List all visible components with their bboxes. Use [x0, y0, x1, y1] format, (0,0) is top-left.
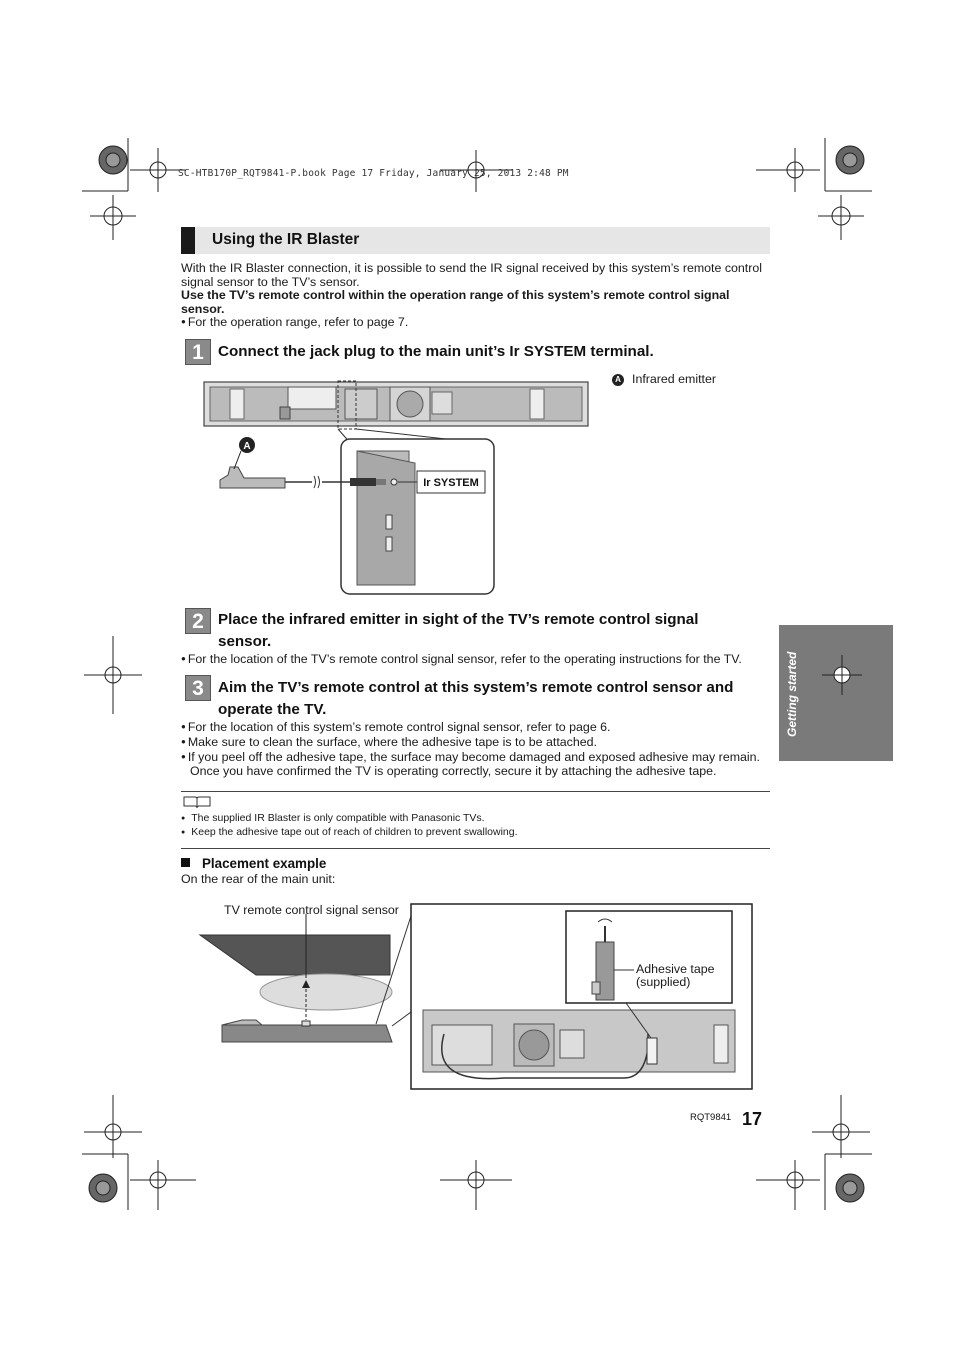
step-2-text: Place the infrared emitter in sight of the TV’s remote control signal sensor. [218, 611, 699, 650]
note-rule-bottom [181, 848, 770, 849]
step-1-number: 1 [185, 339, 211, 365]
tape-label-1: Adhesive tape [636, 962, 715, 976]
step-3-bullet-3 [181, 751, 771, 779]
emitter-callout-letter: A [243, 441, 251, 452]
emitter-legend [612, 372, 716, 386]
placement-subtext: On the rear of the main unit: [181, 872, 336, 886]
intro-text: With the IR Blaster connection, it is possible to send the IR signal received by this system’s remote control signal sensor to the TV’s sensor. [181, 261, 763, 289]
square-icon [181, 858, 190, 867]
ir-system-label: Ir SYSTEM [423, 477, 479, 489]
ir-connection-diagram [200, 375, 600, 597]
step-2-number: 2 [185, 608, 211, 634]
step-3-bullet-3-text: If you peel off the adhesive tape, the surface may become damaged and exposed adhesive may remain. Once you have confirmed the TV is operating correctly, secure it by attaching the adhesive tape. [187, 749, 761, 779]
note-rule-top [181, 791, 770, 792]
step-2-bullet-text: For the location of the TV’s remote control signal sensor, refer to the operating instructions for the TV. [187, 652, 742, 666]
legend-letter: A [612, 374, 624, 386]
step-2-bullet [181, 653, 771, 668]
intro-bullet-text: For the operation range, refer to page 7. [187, 315, 409, 330]
step-3-bullet-1 [181, 721, 771, 736]
step-3-bullets [181, 721, 771, 778]
placement-heading [181, 856, 326, 871]
intro [181, 262, 771, 331]
intro-bold: Use the TV’s remote control within the operation range of this system’s remote control signal sensor. [181, 288, 730, 316]
sensor-label: TV remote control signal sensor [224, 903, 399, 917]
step-3-bullet-2 [181, 736, 771, 751]
book-icon [183, 795, 211, 809]
legend-text: Infrared emitter [632, 372, 717, 386]
note-item-1: ● The supplied IR Blaster is only compatible with Panasonic TVs. [181, 812, 518, 826]
step-2-bullets [181, 653, 771, 668]
step-3-bullet-1-text: For the location of this system’s remote control signal sensor, refer to page 6. [187, 720, 611, 734]
step-3-bullet-2-text: Make sure to clean the surface, where the adhesive tape is to be attached. [187, 734, 597, 749]
page-number: 17 [742, 1109, 763, 1129]
note-item-2: ● Keep the adhesive tape out of reach of children to prevent swallowing. [181, 826, 518, 840]
chapter-tab-label: Getting started [785, 651, 799, 737]
doc-code: RQT9841 [690, 1112, 732, 1123]
section-heading [181, 227, 770, 254]
notes [181, 812, 518, 840]
step-1-text: Connect the jack plug to the main unit’s Ir SYSTEM terminal. [218, 343, 654, 360]
placement-diagram [196, 900, 756, 1092]
placement-heading-text: Placement example [202, 856, 327, 871]
step-3-text: Aim the TV’s remote control at this system’s remote control sensor and operate the TV. [218, 679, 734, 718]
file-header: SC-HTB170P_RQT9841-P.book Page 17 Friday, January 25, 2013 2:48 PM [178, 168, 569, 179]
section-title: Using the IR Blaster [212, 231, 360, 248]
crosshair-icon [822, 655, 862, 695]
intro-bullet [181, 316, 771, 331]
step-3-number: 3 [185, 675, 211, 701]
tape-label-2: (supplied) [636, 975, 691, 989]
section-marker [181, 227, 195, 254]
